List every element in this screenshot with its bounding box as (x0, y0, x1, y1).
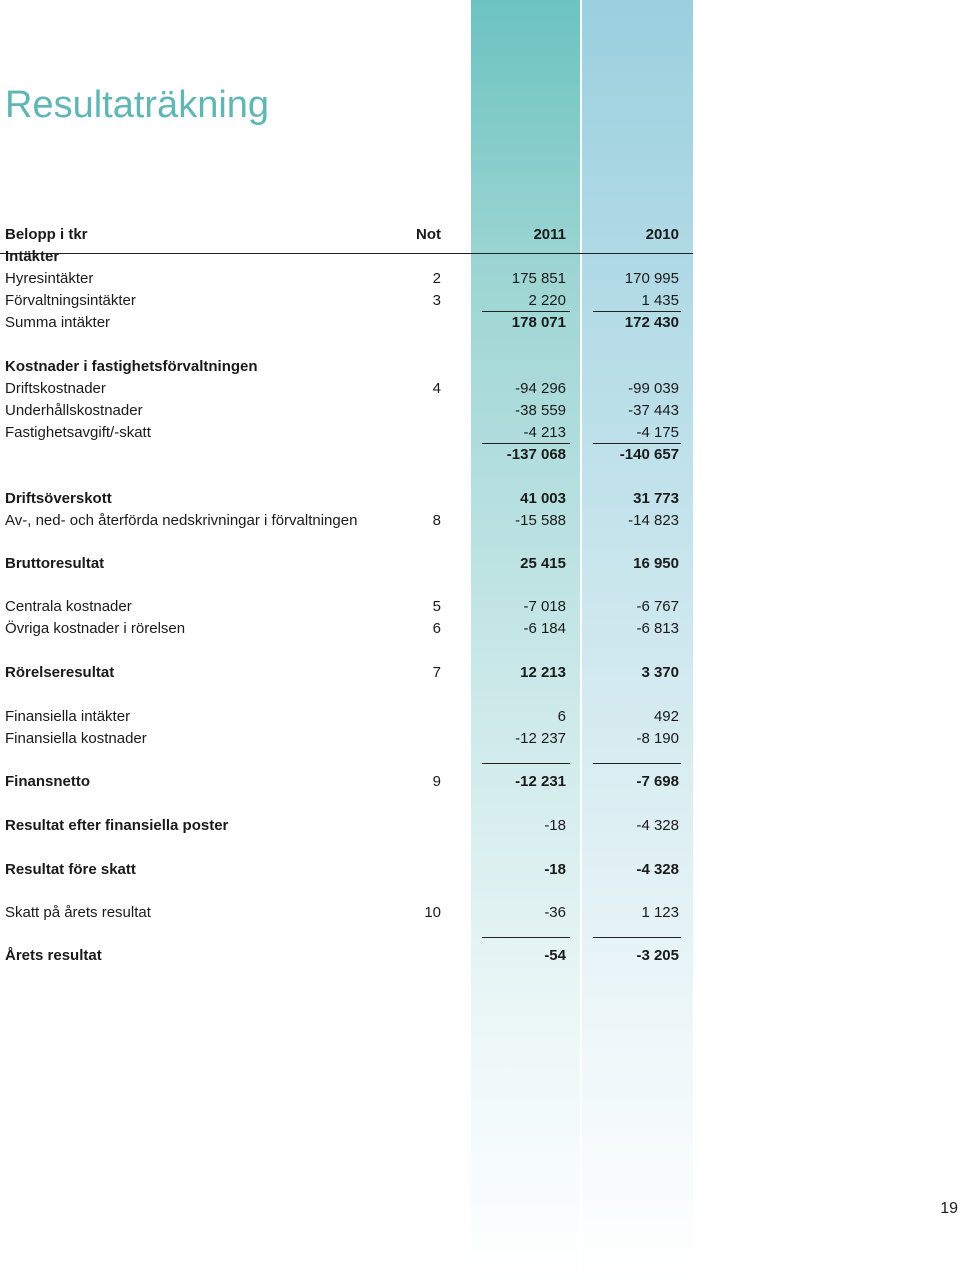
row-value-2011: 2 220 (528, 292, 566, 309)
row-value-2011: -4 213 (523, 424, 566, 441)
row-value-2010: 1 435 (641, 292, 679, 309)
row-value-2011: -12 231 (515, 773, 566, 790)
row-label: Förvaltningsintäkter (5, 292, 136, 309)
header-year-2011: 2011 (533, 226, 566, 243)
row-label: Driftskostnader (5, 380, 106, 397)
row-value-2011: -6 184 (523, 620, 566, 637)
row-value-2010: -6 767 (636, 598, 679, 615)
row-value-2010: -99 039 (628, 380, 679, 397)
row-value-2011: -18 (544, 861, 566, 878)
table-row (0, 510, 700, 532)
row-label: Hyresintäkter (5, 270, 94, 287)
row-value-2011: -7 018 (523, 598, 566, 615)
row-value-2010: -8 190 (636, 730, 679, 747)
header-year-2010: 2010 (645, 226, 679, 243)
row-label: Fastighetsavgift/-skatt (5, 424, 151, 441)
row-note: 6 (432, 620, 441, 637)
table-row (0, 400, 700, 422)
table-row (0, 945, 700, 967)
row-value-2010: -3 205 (636, 947, 679, 964)
row-value-2011: 12 213 (520, 664, 566, 681)
row-note: 2 (432, 270, 441, 287)
row-label: Resultat efter finansiella poster (5, 817, 229, 834)
row-label: Finansnetto (5, 773, 90, 790)
row-value-2011: -18 (544, 817, 566, 834)
table-row (0, 771, 700, 793)
column-band-2010 (582, 0, 693, 1283)
subtotal-row (0, 312, 700, 334)
section-heading-kostnader (0, 356, 700, 378)
table-row (0, 553, 700, 575)
row-value-2010: 31 773 (633, 490, 679, 507)
sum-rule (482, 937, 570, 938)
row-value-2010: -140 657 (619, 446, 679, 463)
subtotal-row (0, 444, 700, 466)
page-title: Resultaträkning (5, 84, 270, 126)
row-note: 9 (432, 773, 441, 790)
row-value-2011: 175 851 (511, 270, 566, 287)
row-value-2011: -36 (544, 904, 566, 921)
row-value-2011: -15 588 (515, 512, 566, 529)
table-row (0, 378, 700, 400)
row-label: Årets resultat (5, 947, 102, 964)
row-note: 3 (432, 292, 441, 309)
header-note: Not (416, 226, 441, 243)
page-number: 19 (940, 1200, 958, 1217)
row-label: Övriga kostnader i rörelsen (5, 620, 186, 637)
row-label: Bruttoresultat (5, 555, 105, 572)
row-label: Intäkter (5, 248, 60, 265)
row-value-2010: -4 175 (636, 424, 679, 441)
row-note: 4 (432, 380, 441, 397)
row-value-2010: -4 328 (636, 861, 679, 878)
table-row (0, 859, 700, 881)
table-header (0, 224, 700, 246)
table-row (0, 422, 700, 444)
row-value-2010: -37 443 (628, 402, 679, 419)
row-label: Underhållskostnader (5, 402, 143, 419)
table-row (0, 902, 700, 924)
row-note: 10 (424, 904, 441, 921)
row-label: Summa intäkter (5, 314, 111, 331)
row-value-2011: -12 237 (515, 730, 566, 747)
row-label: Finansiella intäkter (5, 708, 131, 725)
row-value-2010: -7 698 (636, 773, 679, 790)
row-value-2010: -6 813 (636, 620, 679, 637)
table-row (0, 268, 700, 290)
row-label: Driftsöverskott (5, 490, 112, 507)
row-value-2011: 25 415 (520, 555, 566, 572)
row-value-2010: 170 995 (624, 270, 679, 287)
table-row (0, 618, 700, 640)
row-label: Finansiella kostnader (5, 730, 147, 747)
row-value-2011: -137 068 (506, 446, 566, 463)
row-value-2010: 1 123 (641, 904, 679, 921)
row-value-2010: -14 823 (628, 512, 679, 529)
row-value-2011: -38 559 (515, 402, 566, 419)
row-value-2010: 16 950 (633, 555, 679, 572)
row-value-2011: 41 003 (520, 490, 566, 507)
header-amount-label: Belopp i tkr (5, 226, 88, 243)
row-note: 8 (432, 512, 441, 529)
row-label: Rörelseresultat (5, 664, 115, 681)
row-value-2011: -94 296 (515, 380, 566, 397)
sum-rule (593, 937, 681, 938)
row-value-2010: -4 328 (636, 817, 679, 834)
sum-rule (482, 763, 570, 764)
row-value-2011: 6 (557, 708, 566, 725)
section-heading-intakter (0, 246, 700, 268)
row-note: 7 (432, 664, 441, 681)
row-value-2010: 3 370 (641, 664, 679, 681)
row-label: Skatt på årets resultat (5, 904, 151, 921)
table-row (0, 596, 700, 618)
table-row (0, 662, 700, 684)
row-note: 5 (432, 598, 441, 615)
table-row (0, 728, 700, 750)
table-row (0, 706, 700, 728)
column-band-2011 (471, 0, 580, 1283)
sum-rule (593, 763, 681, 764)
table-row (0, 815, 700, 837)
row-label: Kostnader i fastighetsförvaltningen (5, 358, 258, 375)
row-value-2010: 492 (653, 708, 679, 725)
table-row (0, 488, 700, 510)
table-row (0, 290, 700, 312)
row-value-2011: -54 (544, 947, 566, 964)
row-label: Centrala kostnader (5, 598, 132, 615)
row-value-2011: 178 071 (511, 314, 566, 331)
row-label: Av-, ned- och återförda nedskrivningar i förvaltningen (5, 512, 358, 529)
row-label: Resultat före skatt (5, 861, 136, 878)
row-value-2010: 172 430 (624, 314, 679, 331)
